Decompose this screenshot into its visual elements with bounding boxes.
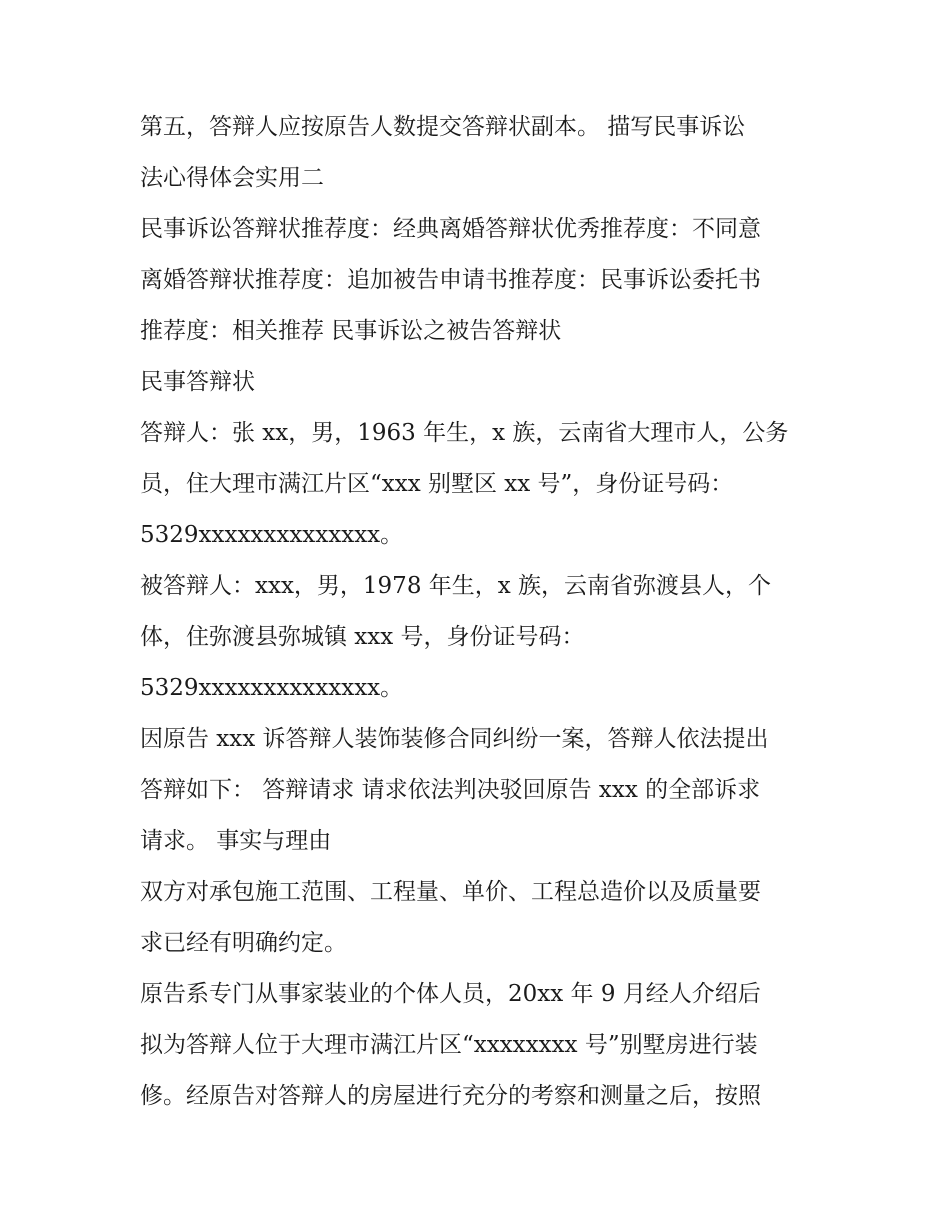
text-line: 因原告 xxx 诉答辩人装饰装修合同纠纷一案，答辩人依法提出 bbox=[140, 726, 769, 752]
text-line: 答辩如下： 答辩请求 请求依法判决驳回原告 xxx 的全部诉求 bbox=[140, 777, 761, 803]
text-line: 民事诉讼答辩状推荐度：经典离婚答辩状优秀推荐度：不同意 bbox=[140, 216, 761, 242]
text-line: 5329xxxxxxxxxxxxxx。 bbox=[140, 675, 404, 701]
text-line: 5329xxxxxxxxxxxxxx。 bbox=[140, 522, 404, 548]
text-line: 员，住大理市满江片区“xxx 别墅区 xx 号”，身份证号码： bbox=[140, 471, 734, 497]
text-line: 拟为答辩人位于大理市满江片区“xxxxxxxx 号”别墅房进行装 bbox=[140, 1032, 758, 1058]
text-line: 双方对承包施工范围、工程量、单价、工程总造价以及质量要 bbox=[140, 879, 761, 905]
text-line: 推荐度：相关推荐 民事诉讼之被告答辩状 bbox=[140, 318, 562, 344]
text-line: 法心得体会实用二 bbox=[140, 165, 324, 191]
text-line: 离婚答辩状推荐度：追加被告申请书推荐度：民事诉讼委托书 bbox=[140, 267, 761, 293]
text-line: 体，住弥渡县弥城镇 xxx 号，身份证号码： bbox=[140, 624, 585, 650]
text-line: 求已经有明确约定。 bbox=[140, 930, 347, 956]
text-line: 被答辩人：xxx，男，1978 年生，x 族，云南省弥渡县人，个 bbox=[140, 573, 772, 599]
text-line: 原告系专门从事家装业的个体人员，20xx 年 9 月经人介绍后 bbox=[140, 981, 761, 1007]
document-body bbox=[140, 102, 830, 1122]
text-line: 第五，答辩人应按原告人数提交答辩状副本。 描写民事诉讼 bbox=[140, 114, 746, 140]
text-line: 答辩人：张 xx，男，1963 年生，x 族，云南省大理市人，公务 bbox=[140, 420, 789, 446]
section-heading: 民事答辩状 bbox=[140, 369, 255, 395]
text-line: 修。经原告对答辩人的房屋进行充分的考察和测量之后，按照 bbox=[140, 1083, 761, 1109]
text-line: 请求。 事实与理由 bbox=[140, 828, 332, 854]
